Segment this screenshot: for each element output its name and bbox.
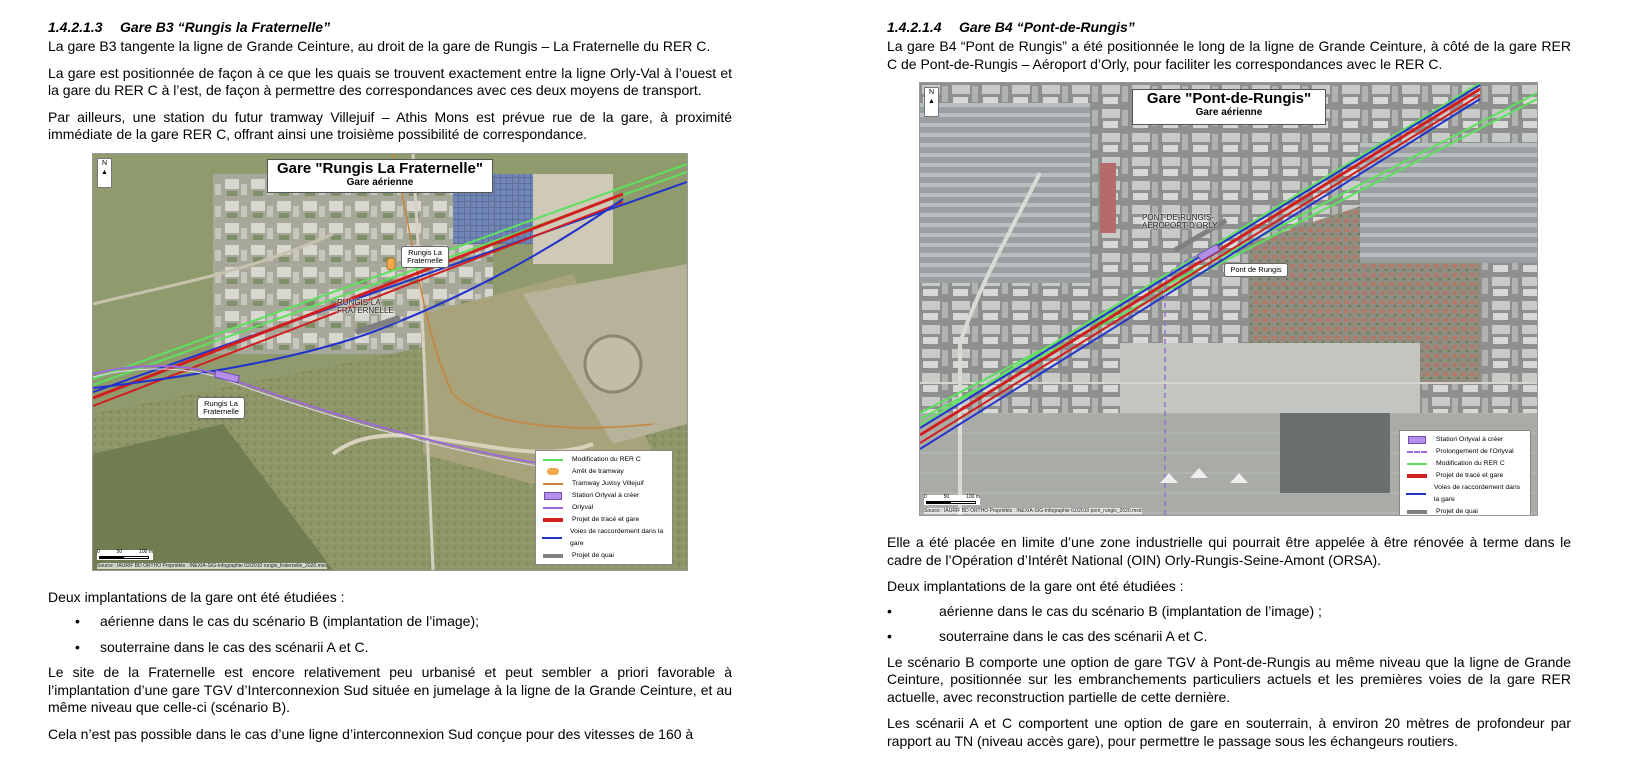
legend-label: Voies de raccordement dans la gare: [570, 527, 664, 547]
legend-item: [542, 478, 666, 490]
station-label-left: Rungis La Fraternelle: [197, 397, 245, 419]
legend-swatch-icon: [1406, 470, 1428, 482]
paragraph: Elle a été placée en limite d’une zone industrielle qui pourrait être appelée à être rénovée à terme dans le cadre de l’Opération d’Intérêt National (OIN) Orly-Rungis-Seine-Amont (ORSA).: [887, 534, 1571, 568]
section-title: Gare B4 “Pont-de-Rungis”: [959, 19, 1135, 35]
legend-swatch-icon: [542, 490, 564, 502]
legend-item: [542, 526, 666, 550]
map-title: Gare "Rungis La Fraternelle": [277, 159, 483, 177]
list-item: • souterraine dans le cas des scénarii A et C.: [887, 628, 1208, 644]
list-item: • souterraine dans le cas des scénarii A et C.: [75, 638, 369, 655]
map-pont-de-rungis: [919, 82, 1538, 516]
legend-label: Modification du RER C: [1436, 460, 1505, 467]
legend-label: Prolongement de l'Orlyval: [1436, 448, 1514, 455]
map-subtitle: Gare aérienne: [346, 176, 414, 188]
paragraph: Deux implantations de la gare ont été étudiées :: [48, 588, 345, 605]
bullet-list: [48, 613, 732, 656]
map-legend: [535, 450, 673, 565]
left-column: [48, 18, 732, 752]
legend-label: Arrêt de tramway: [572, 467, 624, 475]
legend-item: [542, 514, 666, 526]
right-column: [887, 18, 1571, 759]
legend-label: Orlyval: [572, 503, 594, 511]
paragraph: Par ailleurs, une station du futur tramway Villejuif – Athis Mons est prévue rue de la gare, à proximité immédiate de la gare RER C, offrant ainsi une troisième possibilité de correspondance.: [48, 108, 732, 142]
legend-label: Projet de tracé et gare: [1436, 472, 1504, 479]
legend-item: [1406, 482, 1524, 506]
legend-item: [1406, 506, 1524, 516]
map-source: Source : IAURIF BD ORTHO Propriétés : INEXIA-SIG-Infographie 02/2010 rungis_fraternelle_2020.mxd: [97, 562, 328, 569]
legend-item: [542, 466, 666, 478]
paragraph: La gare est positionnée de façon à ce que les quais se trouvent exactement entre la ligne Orly-Val à l’ouest et la gare du RER C à l’est, de façon à permettre des correspondances avec ces deux moyens de transport.: [48, 64, 732, 98]
legend-item: [1406, 434, 1524, 446]
legend-swatch-icon: [1406, 506, 1428, 516]
legend-item: [542, 490, 666, 502]
legend-swatch-icon: [542, 532, 562, 544]
paragraph: Les scénarii A et C comportent une option de gare en souterrain, à environ 20 mètres de profondeur par rapport au TN (niveau accès gare), pour permettre le passage sous les échangeurs routiers.: [887, 715, 1571, 749]
section-heading-b4: [887, 18, 1571, 36]
legend-item: [542, 502, 666, 514]
legend-label: Tramway Juvisy Villejuif: [572, 479, 644, 487]
legend-label: Modification du RER C: [572, 455, 641, 463]
legend-label: Projet de quai: [572, 551, 614, 559]
legend-swatch-icon: [542, 514, 564, 526]
legend-swatch-icon: [542, 550, 564, 562]
legend-swatch-icon: [542, 478, 564, 490]
legend-item: [542, 550, 666, 562]
station-label: Pont de Rungis: [1224, 263, 1288, 277]
legend-label: Voies de raccordement dans la gare: [1434, 484, 1521, 503]
list-item: • aérienne dans le cas du scénario B (implantation de l’image);: [75, 613, 479, 629]
section-heading-b3: [48, 18, 732, 36]
legend-label: Projet de quai: [1436, 508, 1478, 515]
legend-swatch-icon: [542, 466, 564, 478]
section-number: 1.4.2.1.3: [48, 19, 103, 35]
list-item: • aérienne dans le cas du scénario B (implantation de l’image) ;: [887, 602, 1322, 619]
legend-item: [542, 454, 666, 466]
paragraph: Deux implantations de la gare ont été étudiées :: [887, 578, 1184, 594]
legend-item: [1406, 470, 1524, 482]
bullet-list: [887, 603, 1571, 646]
legend-label: Station Orlyval à créer: [1436, 436, 1504, 443]
legend-swatch-icon: [542, 454, 564, 466]
north-arrow-icon: N ▲: [924, 87, 939, 117]
scale-bar: 0 50 100 m: [97, 550, 153, 560]
map-rungis-la-fraternelle: [92, 153, 688, 571]
map-source: Source : IAURIF BD ORTHO Propriétés : INEXIA-SIG-Infographie 02/2010 pont_rungis_2020.mxd: [924, 508, 1142, 514]
legend-swatch-icon: [542, 502, 564, 514]
north-arrow-icon: N ▲: [97, 158, 112, 188]
paragraph: Le scénario B comporte une option de gare TGV à Pont-de-Rungis au même niveau que la ligne de Grande Ceinture, positionnée sur les embranchements particuliers actuels et les premières voies de la gare RER actuelle, avec reconstruction partielle de cette dernière.: [887, 653, 1571, 705]
legend-swatch-icon: [1406, 446, 1428, 458]
place-label: PONT-DE-RUNGIS-AEROPORT-D'ORLY: [1142, 213, 1218, 230]
map-title-box: [1132, 89, 1326, 125]
legend-item: [1406, 446, 1524, 458]
section-number: 1.4.2.1.4: [887, 19, 942, 35]
legend-swatch-icon: [1406, 434, 1428, 446]
legend-swatch-icon: [1406, 458, 1428, 470]
map-subtitle: Gare aérienne: [1195, 107, 1263, 118]
station-label-top: Rungis La Fraternelle: [401, 246, 449, 268]
section-title: Gare B3 “Rungis la Fraternelle”: [120, 19, 331, 35]
paragraph: Cela n’est pas possible dans le cas d’une ligne d’interconnexion Sud conçue pour des vitesses de 160 à: [48, 725, 694, 742]
legend-label: Projet de tracé et gare: [572, 515, 640, 523]
place-label: RUNGIS-LA-FRATERNELLE: [337, 297, 394, 315]
legend-item: [1406, 458, 1524, 470]
map-legend: [1399, 430, 1531, 516]
paragraph: Le site de la Fraternelle est encore relativement peu urbanisé et peut sembler a priori favorable à l’implantation d’une gare TGV d’Interconnexion Sud située en jumelage à la ligne de la Grande Ceinture, et au même niveau que celle-ci (scénario B).: [48, 664, 732, 715]
legend-label: Station Orlyval à créer: [572, 491, 640, 499]
scale-bar: 0 50 100 m: [924, 495, 980, 505]
legend-swatch-icon: [1406, 488, 1426, 500]
paragraph: La gare B4 “Pont de Rungis” a été positionnée le long de la ligne de Grande Ceinture, à côté de la gare RER C de Pont-de-Rungis – Aéroport d’Orly, pour faciliter les correspondances avec le RER C.: [887, 38, 1571, 72]
map-title: Gare "Pont-de-Rungis": [1146, 90, 1312, 107]
paragraph: La gare B3 tangente la ligne de Grande Ceinture, au droit de la gare de Rungis – La Fraternelle du RER C.: [48, 38, 711, 54]
map-title-box: [267, 159, 493, 193]
